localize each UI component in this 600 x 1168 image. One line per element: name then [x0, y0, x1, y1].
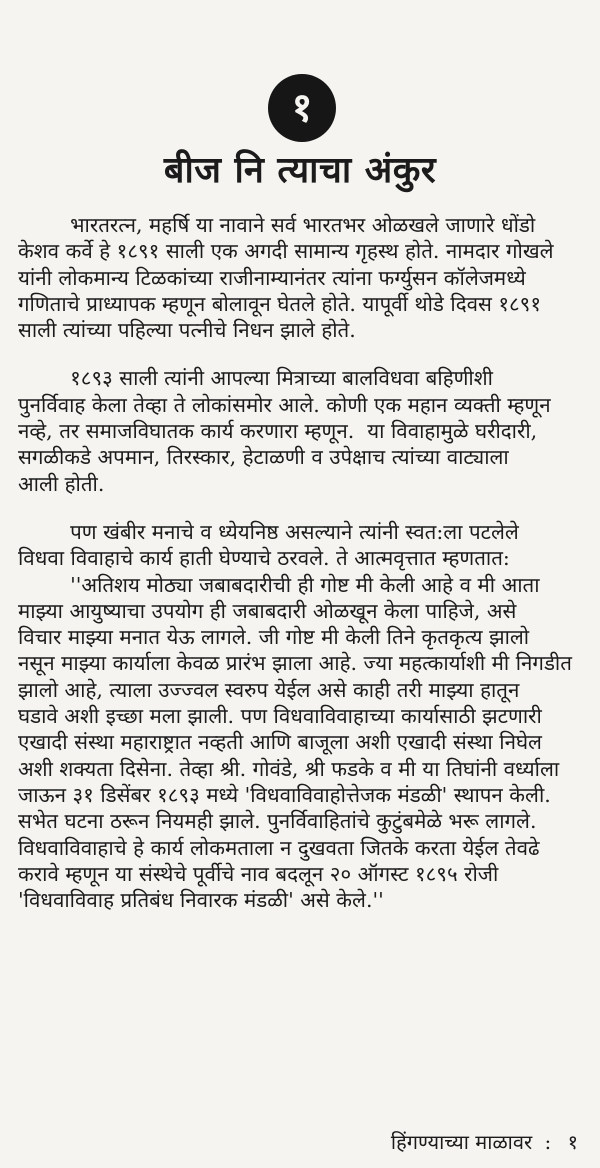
- text-line: १८९३ साली त्यांनी आपल्या मित्राच्या बालविधवा बहिणीशी: [18, 366, 493, 391]
- text-line: आली होती.: [18, 471, 105, 496]
- text-line: जाऊन ३१ डिसेंबर १८९३ मध्ये 'विधवाविवाहोत्तेजक मंडळी' स्थापन केली.: [18, 782, 551, 807]
- running-head-separator: :: [544, 1130, 552, 1154]
- text-line: साली त्यांच्या पहिल्या पत्नीचे निधन झाले होते.: [18, 318, 356, 343]
- text-line: भारतरत्न, महर्षि या नावाने सर्व भारतभर ओळखले जाणारे धोंडो: [18, 213, 536, 237]
- text-line: विधवाविवाहाचे हे कार्य लोकमताला न दुखवता जितके करता येईल तेवढे: [18, 835, 540, 860]
- text-line: नव्हे, तर समाजविघातक कार्य करणारा म्हणून. या विवाहामुळे घरीदारी,: [18, 419, 538, 444]
- text-line: विचार माझ्या मनात येऊ लागले. जी गोष्ट मी केली तिने कृतकृत्य झालो: [18, 625, 530, 650]
- text-line: नसून माझ्या कार्याला केवळ प्रारंभ झाला आहे. ज्या महत्कार्याशी मी निगडीत: [18, 651, 572, 676]
- text-line: केशव कर्वे हे १८९१ साली एक अगदी सामान्य गृहस्थ होते. नामदार गोखले: [18, 239, 554, 264]
- text-line: विधवा विवाहाचे कार्य हाती घेण्याचे ठरवले. ते आत्मवृत्तात म्हणतात:: [18, 546, 510, 571]
- text-line: 'विधवाविवाह प्रतिबंध निवारक मंडळी' असे केले.'': [18, 888, 384, 913]
- page-number: १: [567, 1130, 578, 1154]
- text-line: एखादी संस्था महाराष्ट्रात नव्हती आणि बाजूला अशी एखादी संस्था निघेल: [18, 730, 542, 755]
- paragraph: [18, 519, 584, 913]
- chapter-number: १: [291, 84, 313, 131]
- page-footer: [391, 1128, 578, 1155]
- chapter-number-badge: [268, 74, 336, 142]
- text-line: करावे म्हणून या संस्थेचे पूर्वीचे नाव बदलून २० ऑगस्ट १८९५ रोजी: [18, 861, 499, 886]
- body-text: [18, 212, 584, 913]
- text-line: पुनर्विवाह केला तेव्हा ते लोकांसमोर आले. कोणी एक महान व्यक्ती म्हणून: [18, 392, 551, 417]
- text-line: सगळीकडे अपमान, तिरस्कार, हेटाळणी व उपेक्षाच त्यांच्या वाट्याला: [18, 445, 509, 470]
- paragraph: [18, 212, 584, 343]
- running-head-title: हिंगण्याच्या माळावर: [390, 1130, 533, 1154]
- chapter-title: बीज नि त्याचा अंकुर: [163, 149, 437, 191]
- paragraph: [18, 365, 584, 496]
- text-line: अशी शक्यता दिसेना. तेव्हा श्री. गोवंडे, श्री फडके व मी या तिघांनी वर्ध्याला: [18, 756, 560, 781]
- text-line: गणिताचे प्राध्यापक म्हणून बोलावून घेतले होते. यापूर्वी थोडे दिवस १८९१: [18, 291, 541, 316]
- text-line: ''अतिशय मोठ्या जबाबदारीची ही गोष्ट मी केली आहे व मी आता: [18, 572, 540, 597]
- text-line: झालो आहे, त्याला उज्ज्वल स्वरुप येईल असे काही तरी माझ्या हातून: [18, 677, 520, 702]
- text-line: घडावे अशी इच्छा मला झाली. पण विधवाविवाहाच्या कार्यासाठी झटणारी: [18, 704, 542, 729]
- text-line: यांनी लोकमान्य टिळकांच्या राजीनाम्यानंतर त्यांना फर्ग्युसन कॉलेजमध्ये: [18, 265, 526, 290]
- text-line: सभेत घटना ठरून नियमही झाले. पुनर्विवाहितांचे कुटुंबमेळे भरू लागले.: [18, 809, 537, 834]
- text-line: पण खंबीर मनाचे व ध्येयनिष्ठ असल्याने त्यांनी स्वत:ला पटलेले: [18, 519, 519, 544]
- text-line: माझ्या आयुष्याचा उपयोग ही जबाबदारी ओळखून केला पाहिजे, असे: [18, 598, 517, 623]
